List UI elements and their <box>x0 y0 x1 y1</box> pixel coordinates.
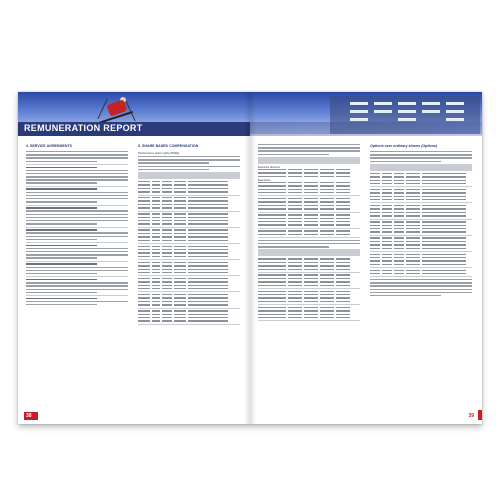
table-row <box>370 192 472 193</box>
table-row <box>258 214 360 215</box>
table-row <box>370 228 472 229</box>
table-row <box>258 218 360 219</box>
table-row <box>138 204 240 205</box>
table-row <box>370 189 472 190</box>
table-row <box>258 172 360 173</box>
holdings-table <box>258 182 360 235</box>
table-group-label: Executive directors <box>258 165 280 169</box>
options-table <box>370 173 472 275</box>
table-row <box>258 262 360 263</box>
service-agreements-column <box>26 144 128 307</box>
table-row <box>258 258 360 259</box>
table-row <box>258 285 360 286</box>
report-spread <box>18 92 482 424</box>
section-heading: Options over ordinary shares (Options) <box>370 144 438 148</box>
page-edge-tab <box>478 410 482 420</box>
table-row <box>370 221 472 222</box>
table-row <box>138 207 240 208</box>
table-row <box>138 304 240 305</box>
table-header <box>138 172 240 179</box>
table-row <box>258 278 360 279</box>
table-row <box>258 221 360 222</box>
table-row <box>370 241 472 242</box>
table-row <box>138 240 240 241</box>
table-row <box>258 274 360 275</box>
table-row <box>370 254 472 255</box>
table-row <box>258 182 360 183</box>
table-row <box>138 223 240 224</box>
table-row <box>370 264 472 265</box>
table-row <box>138 188 240 189</box>
table-row <box>258 310 360 311</box>
table-row <box>138 233 240 234</box>
share-compensation-column <box>138 144 240 326</box>
table-header <box>258 157 360 164</box>
table-row <box>258 224 360 225</box>
table-row <box>138 256 240 257</box>
table-row <box>370 273 472 274</box>
title-bar <box>18 122 250 136</box>
table-header <box>370 164 472 171</box>
table-row <box>138 246 240 247</box>
table-row <box>138 191 240 192</box>
table-row <box>138 320 240 321</box>
table-row <box>138 217 240 218</box>
table-row <box>370 215 472 216</box>
table-row <box>258 192 360 193</box>
options-column <box>370 144 472 298</box>
table-row <box>138 252 240 253</box>
table-row <box>138 294 240 295</box>
table-row <box>138 297 240 298</box>
table-row <box>370 260 472 261</box>
table-row <box>370 205 472 206</box>
table-row <box>138 220 240 221</box>
subsection-heading: Performance share rights (PSRs) <box>138 151 180 155</box>
table-row <box>138 278 240 279</box>
section-heading: 5. SHARE BASED COMPENSATION <box>138 144 199 148</box>
table-row <box>138 317 240 318</box>
table-row <box>138 281 240 282</box>
table-row <box>370 196 472 197</box>
table-row <box>138 310 240 311</box>
right-page <box>250 92 482 424</box>
table-row <box>258 294 360 295</box>
table-row <box>370 180 472 181</box>
left-page <box>18 92 250 424</box>
section-heading: 4. SERVICE AGREEMENTS <box>26 144 72 148</box>
table-row <box>138 213 240 214</box>
table-group-label: Executives <box>258 178 271 182</box>
table-row <box>138 249 240 250</box>
page-number-right: 39 <box>468 413 474 419</box>
table-row <box>258 234 360 235</box>
table-row <box>138 200 240 201</box>
table-row <box>258 198 360 199</box>
table-row <box>138 314 240 315</box>
table-row <box>258 201 360 202</box>
table-row <box>258 185 360 186</box>
table-row <box>138 181 240 182</box>
table-row <box>258 265 360 266</box>
table-row <box>138 265 240 266</box>
page-number-left: 38 <box>26 413 32 419</box>
table-row <box>370 208 472 209</box>
table-row <box>370 176 472 177</box>
table-row <box>258 291 360 292</box>
table-row <box>138 272 240 273</box>
table-row <box>258 169 360 170</box>
table-row <box>370 212 472 213</box>
table-row <box>258 297 360 298</box>
table-row <box>370 225 472 226</box>
table-row <box>258 208 360 209</box>
table-row <box>138 197 240 198</box>
table-row <box>370 199 472 200</box>
table-row <box>138 288 240 289</box>
psr-holdings-column <box>258 144 360 323</box>
table-row <box>138 236 240 237</box>
table-row <box>138 301 240 302</box>
table-row <box>138 229 240 230</box>
table-row <box>258 269 360 270</box>
table-row <box>258 307 360 308</box>
table-row <box>370 237 472 238</box>
table-row <box>258 189 360 190</box>
table-row <box>370 183 472 184</box>
table-row <box>138 262 240 263</box>
table-header <box>258 249 360 256</box>
table-row <box>138 285 240 286</box>
table-row <box>370 270 472 271</box>
table-row <box>258 314 360 315</box>
table-row <box>258 176 360 177</box>
psr-table <box>138 181 240 324</box>
table-row <box>370 244 472 245</box>
holdings-table <box>258 169 360 177</box>
table-row <box>258 230 360 231</box>
table-row <box>138 269 240 270</box>
report-title: REMUNERATION REPORT <box>24 123 143 133</box>
table-row <box>370 248 472 249</box>
table-row <box>258 301 360 302</box>
table-row <box>258 281 360 282</box>
table-row <box>258 317 360 318</box>
table-row <box>370 257 472 258</box>
table-row <box>258 205 360 206</box>
table-row <box>370 173 472 174</box>
table-row <box>370 231 472 232</box>
table-row <box>138 184 240 185</box>
vesting-table <box>258 258 360 321</box>
